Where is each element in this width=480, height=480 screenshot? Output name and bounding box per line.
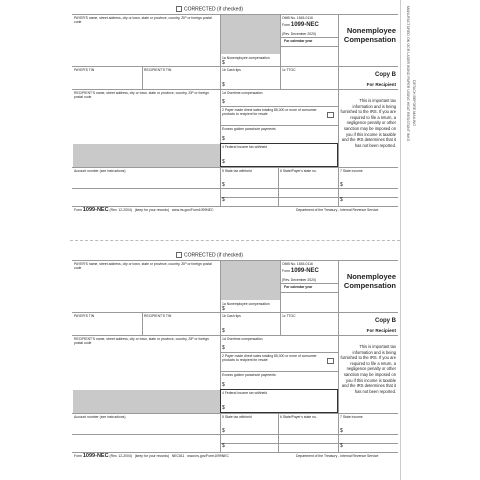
box4-field[interactable]: [220, 389, 338, 413]
copy-b-label: Copy B: [375, 318, 396, 324]
box1d-dollar: $: [222, 345, 225, 351]
box5-field[interactable]: [220, 167, 278, 206]
box6-field[interactable]: [278, 413, 338, 452]
box7-dollar-a: $: [340, 182, 343, 188]
footer-dept: Department of the Treasury - Internal Revenue Service: [296, 454, 379, 458]
copy-b-label: Copy B: [375, 72, 396, 78]
golden-parachute-field[interactable]: [220, 371, 338, 389]
box7-dollar-b: $: [340, 197, 343, 203]
box4-label: 4 Federal income tax withheld: [222, 145, 268, 149]
shaded-area-left: [73, 390, 220, 413]
box5-dollar-a: $: [222, 428, 225, 434]
box4-dollar: $: [222, 159, 225, 165]
box1a-field[interactable]: [220, 54, 338, 66]
manufactured-text: MANUFACTURED ON OCR LASER BOND PAPER USING HEAT RESISTANT INKS: [406, 6, 410, 142]
form-title-line2: Compensation: [343, 35, 396, 44]
golden-parachute-label: Excess golden parachute payments: [222, 373, 276, 377]
perforation-line: [70, 240, 400, 241]
payer-tin-label: PAYER'S TIN: [74, 314, 95, 318]
box1a-dollar: $: [222, 306, 225, 312]
box2-label: 2 Payer made direct sales totaling $5,000 or more of consumer products to recipient for resale: [222, 108, 317, 116]
box1b-dollar: $: [222, 82, 225, 88]
box5-label: 5 State tax withheld: [222, 415, 252, 419]
form-number: Form 1099-NEC: [282, 22, 319, 28]
box7-dollar-a: $: [340, 428, 343, 434]
box7-field[interactable]: [338, 167, 398, 206]
box1c-label: 1c TTOC: [282, 68, 296, 72]
box1d-label: 1d Overtime compensation: [222, 91, 263, 95]
box1a-field[interactable]: [220, 300, 338, 312]
form-number: Form 1099-NEC: [282, 268, 319, 274]
payer-info-label: PAYER'S name, street address, city or town, state or province, country, ZIP or foreign postal code: [74, 262, 212, 270]
box1b-field[interactable]: [220, 312, 280, 335]
box4-label: 4 Federal income tax withheld: [222, 391, 268, 395]
shaded-area-top: [221, 15, 280, 54]
box5-field[interactable]: [220, 413, 278, 452]
form-copy-bottom: [72, 250, 398, 466]
omb-number: OMB No. 1545-0116: [282, 16, 313, 20]
corrected-checkbox-label[interactable]: CORRECTED (if checked): [176, 252, 243, 258]
box2-label: 2 Payer made direct sales totaling $5,000 or more of consumer products to recipient for resale: [222, 354, 317, 362]
footer-dept: Department of the Treasury - Internal Revenue Service: [296, 208, 379, 212]
golden-parachute-label: Excess golden parachute payments: [222, 127, 276, 131]
calendar-year-label: For calendar year: [284, 285, 313, 289]
box7-dollar-b: $: [340, 443, 343, 449]
box6-field[interactable]: [278, 167, 338, 206]
box1b-field[interactable]: [220, 66, 280, 89]
form-title-line1: Nonemployee: [346, 272, 396, 281]
box6-label: 6 State/Payer's state no.: [280, 169, 317, 173]
important-notice: This is important tax information and is being furnished to the IRS. If you are required to file a return, a negligence penalty or other sanction may be imposed on you if this income is taxable and the IRS determines that it has not been reported.: [340, 98, 396, 148]
form-title-line1: Nonemployee: [346, 26, 396, 35]
recipient-info-label: RECIPIENT'S name, street address, city or town, state or province, country, ZIP or foreign postal code: [74, 337, 209, 345]
shaded-area-top: [221, 261, 280, 300]
box1c-label: 1c TTOC: [282, 314, 296, 318]
side-divider: [400, 0, 401, 480]
account-number-field[interactable]: [72, 167, 220, 206]
recipient-info-label: RECIPIENT'S name, street address, city or town, state or province, country, ZIP or foreign postal code: [74, 91, 209, 99]
recipient-tin-label: RECIPIENT'S TIN: [144, 314, 172, 318]
golden-parachute-dollar: $: [222, 382, 225, 388]
corrected-checkbox-label[interactable]: CORRECTED (if checked): [176, 6, 243, 12]
box4-dollar: $: [222, 405, 225, 411]
form-title-line2: Compensation: [343, 281, 396, 290]
corrected-checkbox[interactable]: [176, 252, 182, 258]
golden-parachute-field[interactable]: [220, 125, 338, 143]
box7-field[interactable]: [338, 413, 398, 452]
payer-tin-label: PAYER'S TIN: [74, 68, 95, 72]
box5-dollar-b: $: [222, 443, 225, 449]
box1c-field[interactable]: [280, 312, 338, 335]
box1c-field[interactable]: [280, 66, 338, 89]
payer-tin-field[interactable]: [72, 66, 142, 89]
box7-label: 7 State income: [340, 169, 363, 173]
box4-field[interactable]: [220, 143, 338, 167]
payer-info-label: PAYER'S name, street address, city or town, state or province, country, ZIP or foreign postal code: [74, 16, 212, 24]
important-notice: This is important tax information and is being furnished to the IRS. If you are required to file a return, a negligence penalty or other sanction may be imposed on you if this income is taxable and the IRS determines that it has not been reported.: [340, 344, 396, 394]
box5-dollar-a: $: [222, 182, 225, 188]
box1a-label: 1a Nonemployee compensation: [222, 302, 270, 306]
box6-label: 6 State/Payer's state no.: [280, 415, 317, 419]
calendar-year-label: For calendar year: [284, 39, 313, 43]
box7-label: 7 State income: [340, 415, 363, 419]
payer-info-field[interactable]: [72, 14, 220, 66]
account-number-field[interactable]: [72, 413, 220, 452]
footer: Form 1099-NEC (Rev. 12-2004) (keep for your records) www.irs.gov/Form1099NEC: [74, 207, 214, 213]
box1d-field[interactable]: [220, 89, 338, 106]
corrected-checkbox[interactable]: [176, 6, 182, 12]
account-number-label: Account number (see instructions): [74, 415, 126, 419]
box1d-dollar: $: [222, 99, 225, 105]
account-number-label: Account number (see instructions): [74, 169, 126, 173]
footer: Form 1099-NEC (Rev. 12-2004) (keep for your records) NEC811 www.irs.gov/Form1099NEC: [74, 453, 229, 459]
recipient-tin-field[interactable]: [142, 312, 220, 335]
box5-dollar-b: $: [222, 197, 225, 203]
golden-parachute-dollar: $: [222, 136, 225, 142]
box1d-field[interactable]: [220, 335, 338, 352]
box1b-label: 1b Cash tips: [222, 314, 241, 318]
payer-info-field[interactable]: [72, 260, 220, 312]
box1b-label: 1b Cash tips: [222, 68, 241, 72]
for-recipient-label: For Recipient: [366, 328, 396, 333]
box1a-dollar: $: [222, 60, 225, 66]
shaded-area-left: [73, 144, 220, 167]
detach-text: DETACH BEFORE MAILING: [412, 80, 416, 127]
revision-label: (Rev. December 2020): [282, 278, 317, 282]
box1b-dollar: $: [222, 328, 225, 334]
payer-tin-field[interactable]: [72, 312, 142, 335]
box5-label: 5 State tax withheld: [222, 169, 252, 173]
box1a-label: 1a Nonemployee compensation: [222, 56, 270, 60]
box2-checkbox[interactable]: [327, 358, 334, 364]
box1d-label: 1d Overtime compensation: [222, 337, 263, 341]
box2-checkbox[interactable]: [327, 112, 334, 118]
revision-label: (Rev. December 2020): [282, 32, 317, 36]
recipient-tin-field[interactable]: [142, 66, 220, 89]
omb-number: OMB No. 1545-0116: [282, 262, 313, 266]
recipient-tin-label: RECIPIENT'S TIN: [144, 68, 172, 72]
form-copy-top: [72, 4, 398, 220]
for-recipient-label: For Recipient: [366, 82, 396, 87]
